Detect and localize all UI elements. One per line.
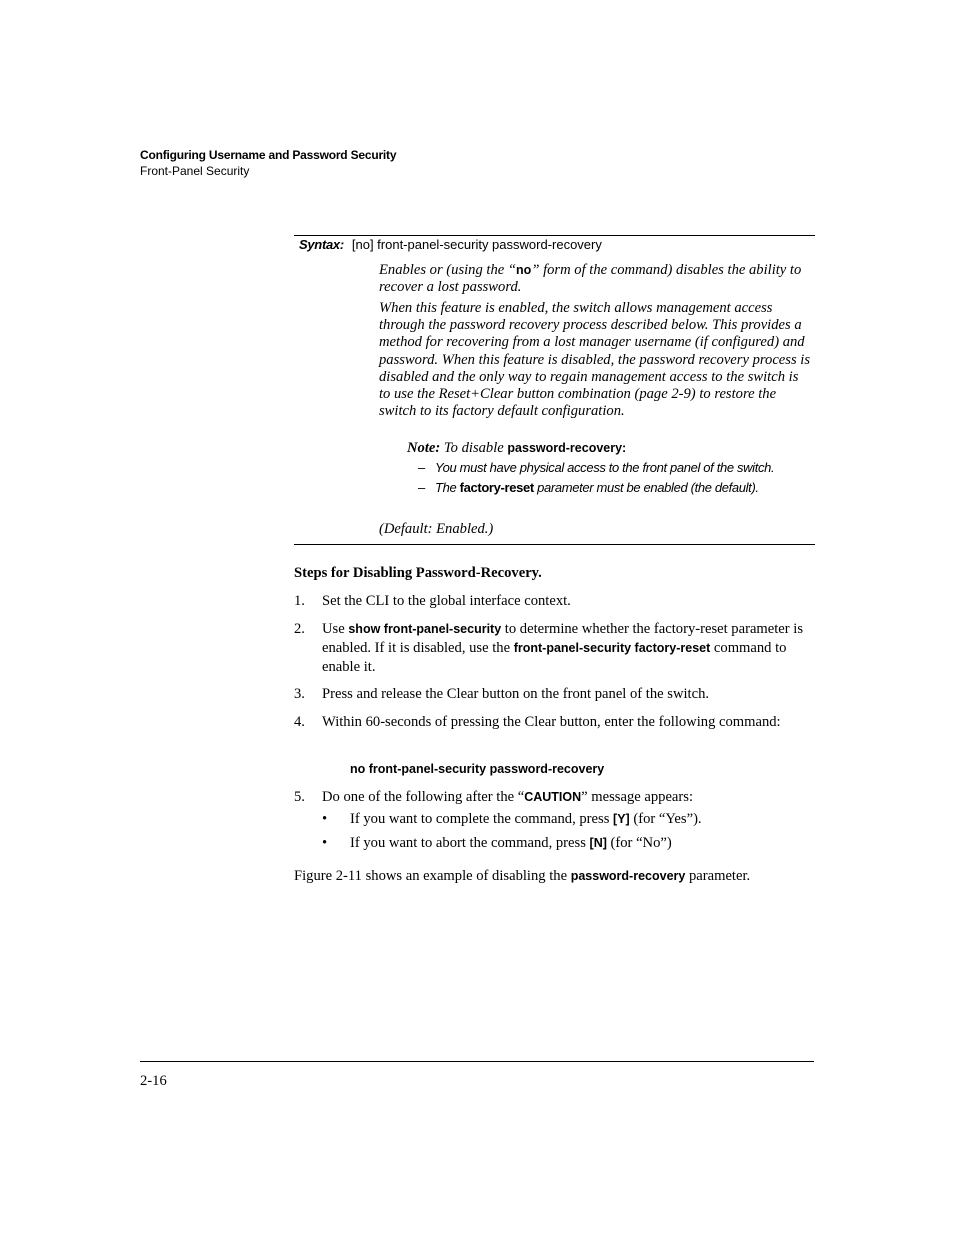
closing-text-a: Figure 2-11 shows an example of disabling the	[294, 868, 571, 884]
step-2	[294, 620, 816, 677]
syntax-bottom-rule	[294, 544, 815, 545]
factory-reset-command: front-panel-security factory-reset	[513, 641, 711, 655]
closing-paragraph	[294, 868, 750, 885]
bullet-marker: •	[322, 811, 328, 827]
step-2-text-a: Use	[322, 621, 349, 637]
bullet-yes-text-a: If you want to complete the command, press	[350, 811, 614, 827]
default-value: (Default: Enabled.)	[379, 521, 494, 537]
step-number: 5.	[294, 789, 305, 805]
step-2-text-c: to determine whether the factory-reset parameter is enabled. If it is disabled, use the	[322, 621, 804, 656]
command-example: no front-panel-security password-recovery	[350, 762, 605, 776]
section-title: Front-Panel Security	[140, 164, 250, 178]
note-text: To disable	[440, 440, 508, 456]
password-recovery-keyword: password-recovery	[570, 869, 686, 883]
footer-rule	[140, 1061, 814, 1062]
note-item-2-text-a: The	[435, 480, 460, 495]
step-3	[294, 685, 816, 704]
note	[407, 440, 626, 457]
dash-marker: –	[418, 460, 425, 475]
desc1-no-keyword: no	[516, 263, 532, 277]
bullet-no	[322, 835, 672, 852]
step-1	[294, 592, 816, 611]
step-4-text: Within 60-seconds of pressing the Clear button, enter the following command:	[322, 714, 781, 730]
desc2-text: When this feature is enabled, the switch allows management access through the password recovery process described below. This provides a method for recovering from a lost manager username (if configured) and password. When this feature is disabled, the password recovery process is disabled and the only way to regain management access to the switch is to use the Reset+Clear button combination (page 2-9) to restore the switch to its factory default configuration.	[379, 300, 811, 420]
show-command: show front-panel-security	[348, 622, 502, 636]
step-5-text-a: Do one of the following after the “	[322, 789, 525, 805]
step-number: 2.	[294, 621, 305, 637]
note-item-2-text-c: parameter must be enabled (the default).	[533, 480, 759, 495]
caution-keyword: CAUTION	[524, 790, 582, 804]
factory-reset-keyword: factory-reset	[459, 480, 534, 495]
dash-marker: –	[418, 480, 425, 495]
bullet-yes	[322, 811, 702, 828]
n-key: [N]	[589, 836, 607, 850]
note-label: Note:	[407, 440, 441, 456]
bullet-yes-text-c: (for “Yes”).	[629, 811, 702, 827]
note-item-2	[418, 480, 759, 495]
page-number: 2-16	[140, 1073, 167, 1089]
chapter-title: Configuring Username and Password Security	[140, 148, 397, 162]
step-5	[294, 788, 816, 807]
syntax-line	[299, 237, 602, 252]
step-3-text: Press and release the Clear button on the front panel of the switch.	[322, 686, 710, 702]
syntax-top-rule	[294, 235, 815, 236]
note-item-1	[418, 460, 774, 475]
note-command: password-recovery:	[507, 441, 627, 455]
step-1-text: Set the CLI to the global interface context.	[322, 593, 571, 609]
bullet-no-text-a: If you want to abort the command, press	[350, 835, 590, 851]
step-4	[294, 713, 816, 732]
step-number: 3.	[294, 686, 305, 702]
note-item-1-text: You must have physical access to the front panel of the switch.	[435, 460, 775, 475]
steps-heading: Steps for Disabling Password-Recovery.	[294, 565, 542, 581]
step-number: 1.	[294, 593, 305, 609]
step-number: 4.	[294, 714, 305, 730]
syntax-label: Syntax:	[299, 237, 344, 252]
desc1-text-a: Enables or (using the “	[379, 262, 517, 278]
step-2-text-e: command to enable it.	[322, 640, 787, 675]
bullet-no-text-c: (for “No”)	[606, 835, 672, 851]
step-5-text-c: ” message appears:	[581, 789, 694, 805]
syntax-description-2	[379, 300, 811, 420]
bullet-marker: •	[322, 835, 328, 851]
syntax-description-1	[379, 262, 811, 296]
y-key: [Y]	[613, 812, 630, 826]
closing-text-c: parameter.	[685, 868, 751, 884]
syntax-command: [no] front-panel-security password-recovery	[351, 237, 602, 252]
desc1-text-c: ” form of the command) disables the ability to recover a lost password.	[379, 262, 802, 296]
